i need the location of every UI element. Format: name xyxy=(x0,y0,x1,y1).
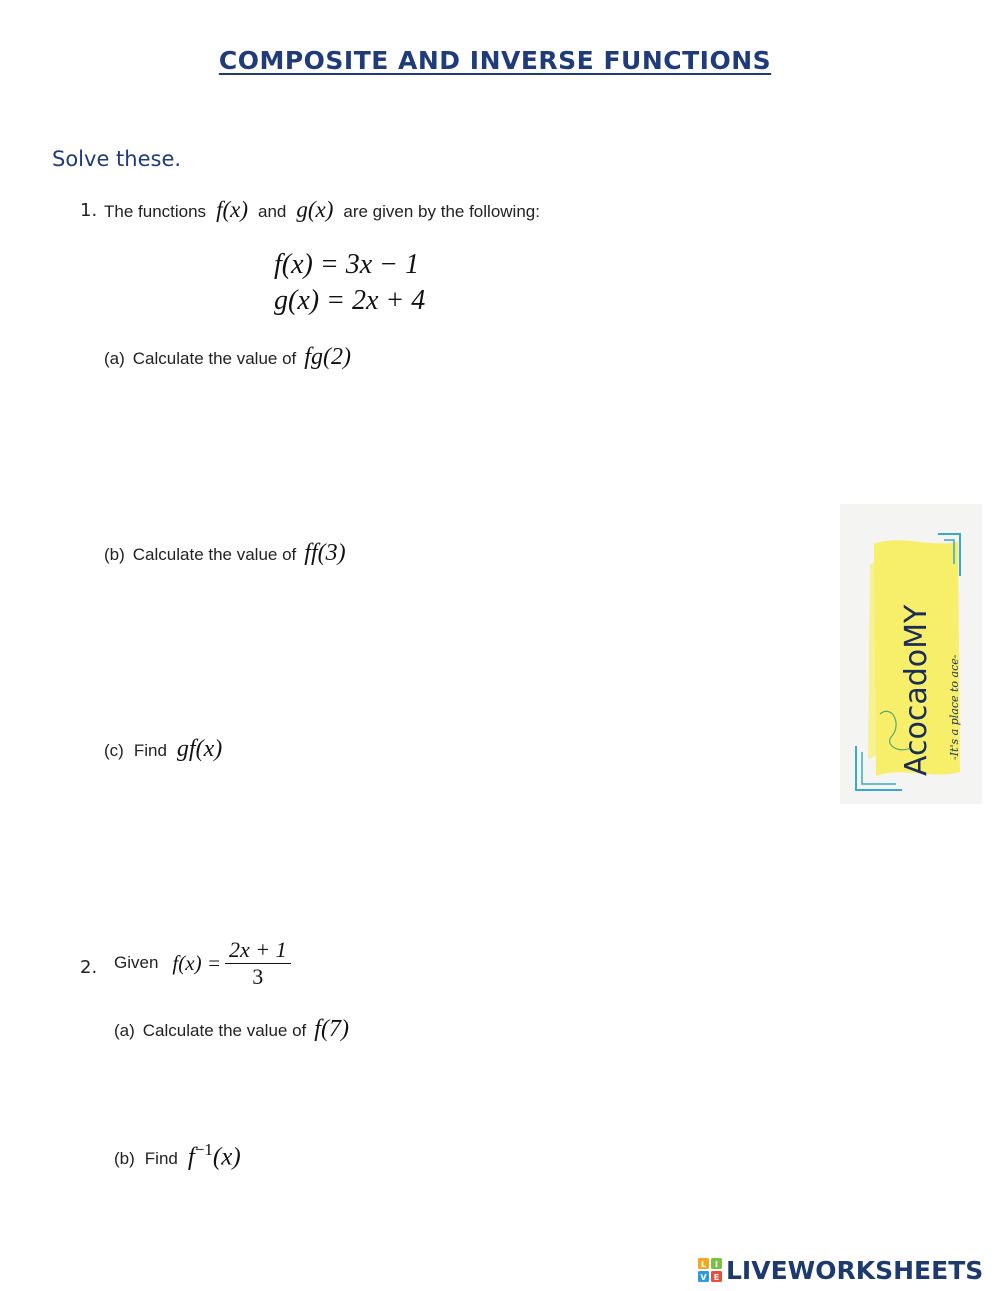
question-2a-math: f(7) xyxy=(314,1016,349,1042)
instruction-text: Solve these. xyxy=(52,147,182,171)
question-1c-math: gf(x) xyxy=(176,736,223,762)
question-2-function xyxy=(172,937,290,990)
worksheet-title: COMPOSITE AND INVERSE FUNCTIONS xyxy=(218,46,772,75)
fraction-denominator: 3 xyxy=(252,963,264,989)
fraction xyxy=(225,937,291,990)
f-of-x-label: f(x) xyxy=(216,197,248,222)
liveworksheets-grid-icon xyxy=(697,1257,723,1283)
logo-tagline-text: -It's a place to ace- xyxy=(948,654,961,760)
logo-brand-text: AcocadoMY xyxy=(899,604,934,776)
liveworksheets-logo xyxy=(697,1253,983,1287)
question-1a-label: (a) xyxy=(104,349,125,368)
question-2a xyxy=(114,1016,349,1043)
question-1c-text: Find xyxy=(133,741,167,760)
question-2-given xyxy=(114,934,291,992)
g-of-x-label: g(x) xyxy=(296,197,334,222)
question-1b-math: ff(3) xyxy=(304,540,346,566)
question-2a-label: (a) xyxy=(114,1021,135,1040)
question-2b-text: Find xyxy=(144,1149,178,1169)
icon-letter-i: I xyxy=(715,1260,718,1269)
question-2-given-text: Given xyxy=(114,953,159,972)
equation-f xyxy=(274,247,419,283)
question-1-intro xyxy=(104,197,540,223)
equation-f-text: f(x) = 3x − 1 xyxy=(274,249,420,280)
intro-text-end: are given by the following: xyxy=(343,202,540,221)
question-2b xyxy=(114,1140,241,1171)
intro-and: and xyxy=(257,202,287,221)
icon-letter-l: L xyxy=(700,1260,707,1269)
question-1-number: 1. xyxy=(80,200,98,221)
question-2a-text: Calculate the value of xyxy=(142,1021,307,1040)
inverse-exponent: −1 xyxy=(194,1140,213,1159)
function-lhs: f(x) = xyxy=(172,950,221,975)
question-2b-math xyxy=(188,1140,241,1171)
icon-letter-v: V xyxy=(700,1273,707,1282)
question-1a-text: Calculate the value of xyxy=(132,349,297,368)
fraction-numerator: 2x + 1 xyxy=(225,937,291,964)
equation-g xyxy=(274,283,425,319)
question-1a xyxy=(104,344,351,371)
equation-g-text: g(x) = 2x + 4 xyxy=(274,285,426,316)
icon-letter-e: E xyxy=(713,1273,720,1282)
question-1a-math: fg(2) xyxy=(304,344,351,370)
question-2-number: 2. xyxy=(80,957,98,978)
question-1b-label: (b) xyxy=(104,545,125,564)
liveworksheets-brand: LIVEWORKSHEETS xyxy=(726,1255,984,1285)
intro-text-start: The functions xyxy=(104,202,207,221)
acocadomy-logo xyxy=(840,504,982,804)
acocadomy-logo-graphic xyxy=(840,504,982,804)
inverse-argument: (x) xyxy=(212,1143,241,1171)
question-1b xyxy=(104,540,346,567)
question-1b-text: Calculate the value of xyxy=(132,545,297,564)
inverse-f: f xyxy=(187,1143,195,1171)
question-1c xyxy=(104,736,222,763)
question-1c-label: (c) xyxy=(104,741,124,760)
question-2b-label: (b) xyxy=(114,1149,135,1169)
